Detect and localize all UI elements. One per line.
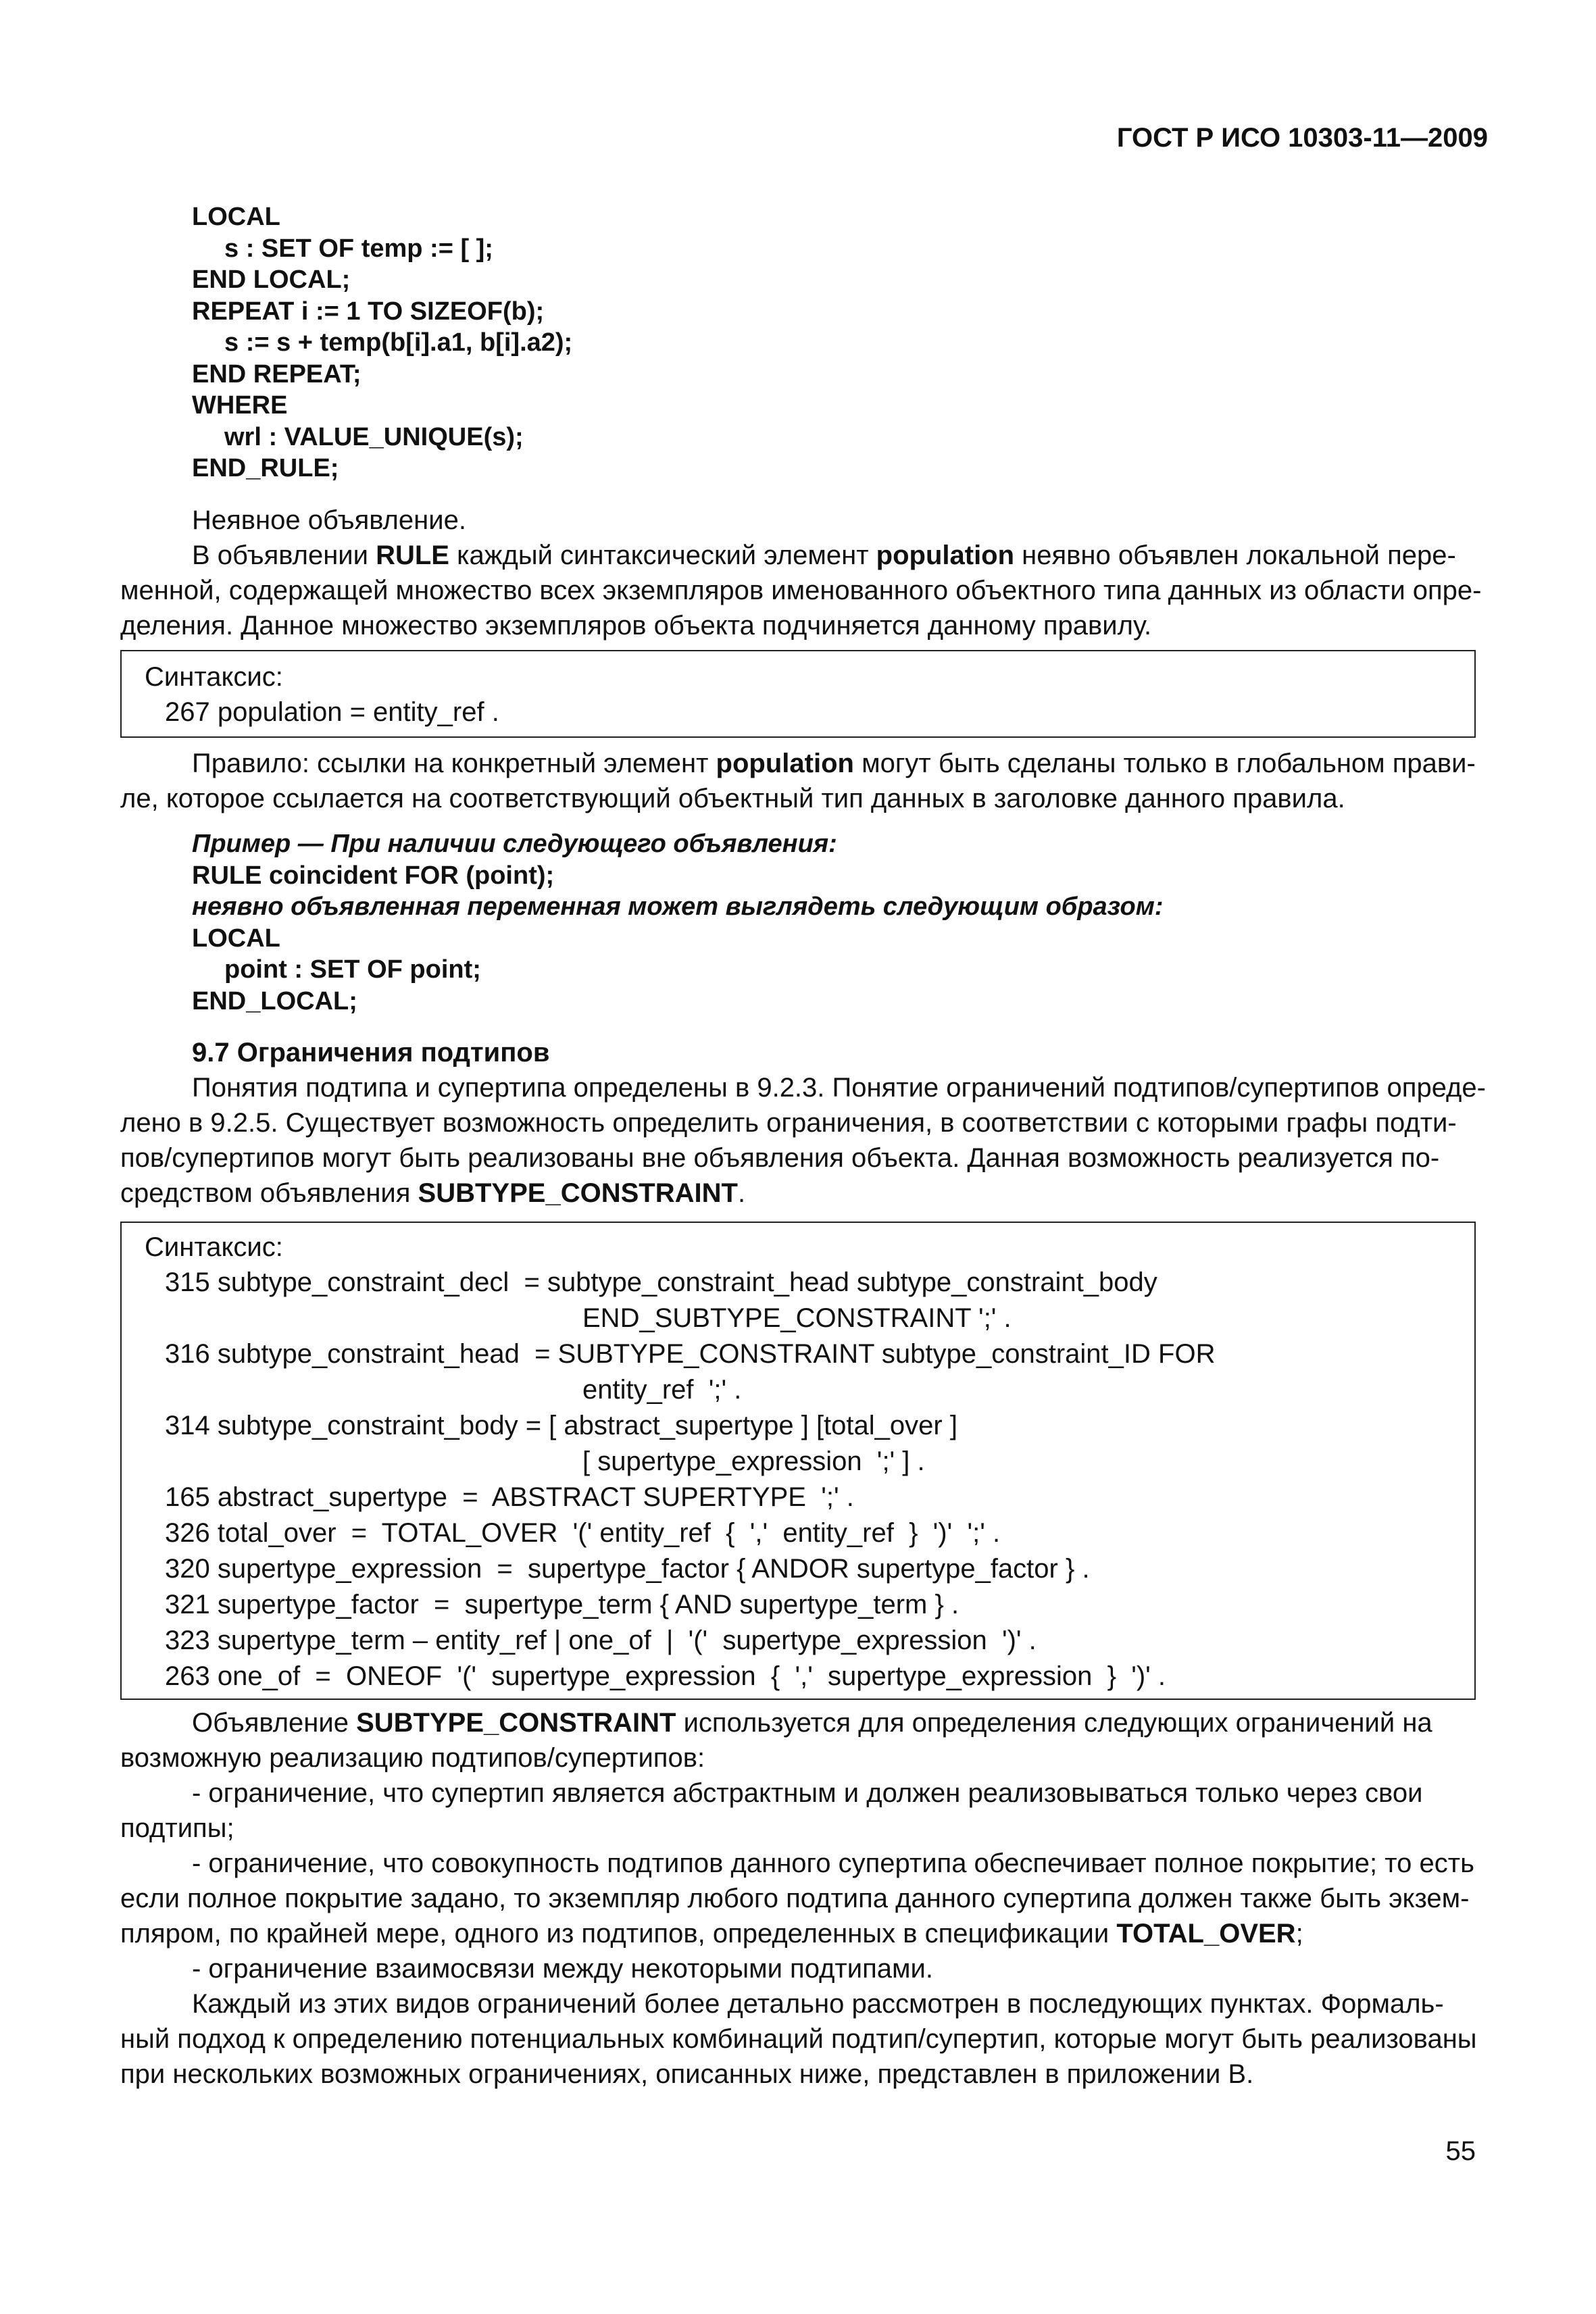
list-item-continuation: если полное покрытие задано, то экземпляр любого подтипа данного супертипа должен также быть экзем- — [120, 1884, 1470, 1913]
code-line: point : SET OF point; — [224, 955, 481, 984]
code-line: END LOCAL; — [192, 266, 351, 294]
syntax-rule-continuation: END_SUBTYPE_CONSTRAINT ';' . — [582, 1303, 1012, 1333]
code-line: LOCAL — [192, 203, 280, 231]
paragraph-line: ный подход к определению потенциальных комбинаций подтип/супертип, которые могут быть реализованы — [120, 2024, 1477, 2054]
paragraph-title: Неявное объявление. — [192, 505, 466, 535]
syntax-rule-continuation: entity_ref ';' . — [582, 1375, 742, 1405]
paragraph-line: возможную реализацию подтипов/супертипов: — [120, 1743, 705, 1773]
syntax-rule: 326 total_over = TOTAL_OVER '(' entity_ref { ',' entity_ref } ')' ';' . — [165, 1518, 1001, 1548]
syntax-rule: 316 subtype_constraint_head = SUBTYPE_CONSTRAINT subtype_constraint_ID FOR — [165, 1339, 1216, 1369]
paragraph-line: Объявление SUBTYPE_CONSTRAINT используется для определения следующих ограничений на — [192, 1708, 1432, 1738]
list-item: - ограничение взаимосвязи между некоторыми подтипами. — [192, 1954, 933, 1984]
syntax-rule-continuation: [ supertype_expression ';' ] . — [582, 1447, 925, 1476]
rule-paragraph — [120, 746, 1476, 816]
code-line: WHERE — [192, 391, 288, 420]
code-line: wrl : VALUE_UNIQUE(s); — [224, 422, 524, 451]
syntax-box — [120, 1222, 1476, 1700]
document-header: ГОСТ Р ИСО 10303-11—2009 — [1116, 123, 1488, 153]
code-line: END_LOCAL; — [192, 986, 357, 1015]
paragraph-line: Каждый из этих видов ограничений более детально рассмотрен в последующих пунктах. Формаль- — [192, 1989, 1444, 2019]
syntax-rule: 267 population = entity_ref . — [165, 697, 499, 727]
code-line: s := s + temp(b[i].a1, b[i].a2); — [224, 328, 573, 357]
syntax-label: Синтаксис: — [145, 662, 283, 692]
list-item-continuation: подтипы; — [120, 1813, 234, 1843]
code-line: LOCAL — [192, 924, 280, 953]
list-item: - ограничение, что супертип является абстрактным и должен реализовываться только через свои — [192, 1778, 1423, 1808]
syntax-rule: 314 subtype_constraint_body = [ abstract_supertype ] [total_over ] — [165, 1411, 957, 1440]
paragraph-line: менной, содержащей множество всех экземпляров именованного объектного типа данных из области опре- — [120, 576, 1482, 605]
code-line: END_RULE; — [192, 454, 339, 482]
example-note: неявно объявленная переменная может выглядеть следующим образом: — [192, 892, 1164, 921]
paragraph-line: В объявлении RULE каждый синтаксический элемент population неявно объявлен локальной пере- — [192, 540, 1456, 570]
paragraph-line: лено в 9.2.5. Существует возможность определить ограничения, в соответствии с которыми графы подти- — [120, 1108, 1457, 1138]
syntax-box — [120, 650, 1476, 738]
syntax-label: Синтаксис: — [145, 1232, 283, 1262]
paragraph-line: при нескольких возможных ограничениях, описанных ниже, представлен в приложении В. — [120, 2059, 1254, 2089]
implicit-declaration-paragraph — [120, 503, 1482, 643]
paragraph-line: Понятия подтипа и супертипа определены в 9.2.3. Понятие ограничений подтипов/супертипов опреде- — [192, 1073, 1486, 1103]
paragraph-line: Правило: ссылки на конкретный элемент population могут быть сделаны только в глобальном прави- — [192, 749, 1476, 778]
page-number: 55 — [1445, 2136, 1476, 2166]
code-line: s : SET OF temp := [ ]; — [224, 234, 493, 263]
example-block — [192, 828, 1476, 1017]
syntax-rule: 315 subtype_constraint_decl = subtype_constraint_head subtype_constraint_body — [165, 1267, 1157, 1297]
body-text — [120, 1705, 1476, 2092]
syntax-rule: 321 supertype_factor = supertype_term { AND supertype_term } . — [165, 1590, 959, 1619]
paragraph-line: средством объявления SUBTYPE_CONSTRAINT. — [120, 1178, 746, 1208]
syntax-rule: 165 abstract_supertype = ABSTRACT SUPERTYPE ';' . — [165, 1482, 854, 1512]
section-heading: 9.7 Ограничения подтипов — [192, 1038, 550, 1067]
syntax-rule: 323 supertype_term – entity_ref | one_of | '(' supertype_expression ')' . — [165, 1626, 1037, 1655]
paragraph-line: деления. Данное множество экземпляров объекта подчиняется данному правилу. — [120, 611, 1152, 640]
section-9-7 — [120, 1035, 1486, 1211]
syntax-rule: 320 supertype_expression = supertype_factor { ANDOR supertype_factor } . — [165, 1554, 1090, 1584]
code-listing — [192, 201, 1476, 484]
example-intro: Пример — При наличии следующего объявления: — [192, 830, 837, 858]
code-line: REPEAT i := 1 TO SIZEOF(b); — [192, 297, 545, 326]
list-item-continuation: пляром, по крайней мере, одного из подтипов, определенных в спецификации TOTAL_OVER; — [120, 1919, 1303, 1948]
code-line: RULE coincident FOR (point); — [192, 861, 555, 890]
code-line: END REPEAT; — [192, 359, 361, 388]
list-item: - ограничение, что совокупность подтипов данного супертипа обеспечивает полное покрытие; то есть — [192, 1848, 1474, 1878]
paragraph-line: ле, которое ссылается на соответствующий объектный тип данных в заголовке данного правила. — [120, 784, 1345, 813]
paragraph-line: пов/супертипов могут быть реализованы вне объявления объекта. Данная возможность реализуется по- — [120, 1143, 1440, 1173]
syntax-rule: 263 one_of = ONEOF '(' supertype_expression { ',' supertype_expression } ')' . — [165, 1661, 1166, 1691]
